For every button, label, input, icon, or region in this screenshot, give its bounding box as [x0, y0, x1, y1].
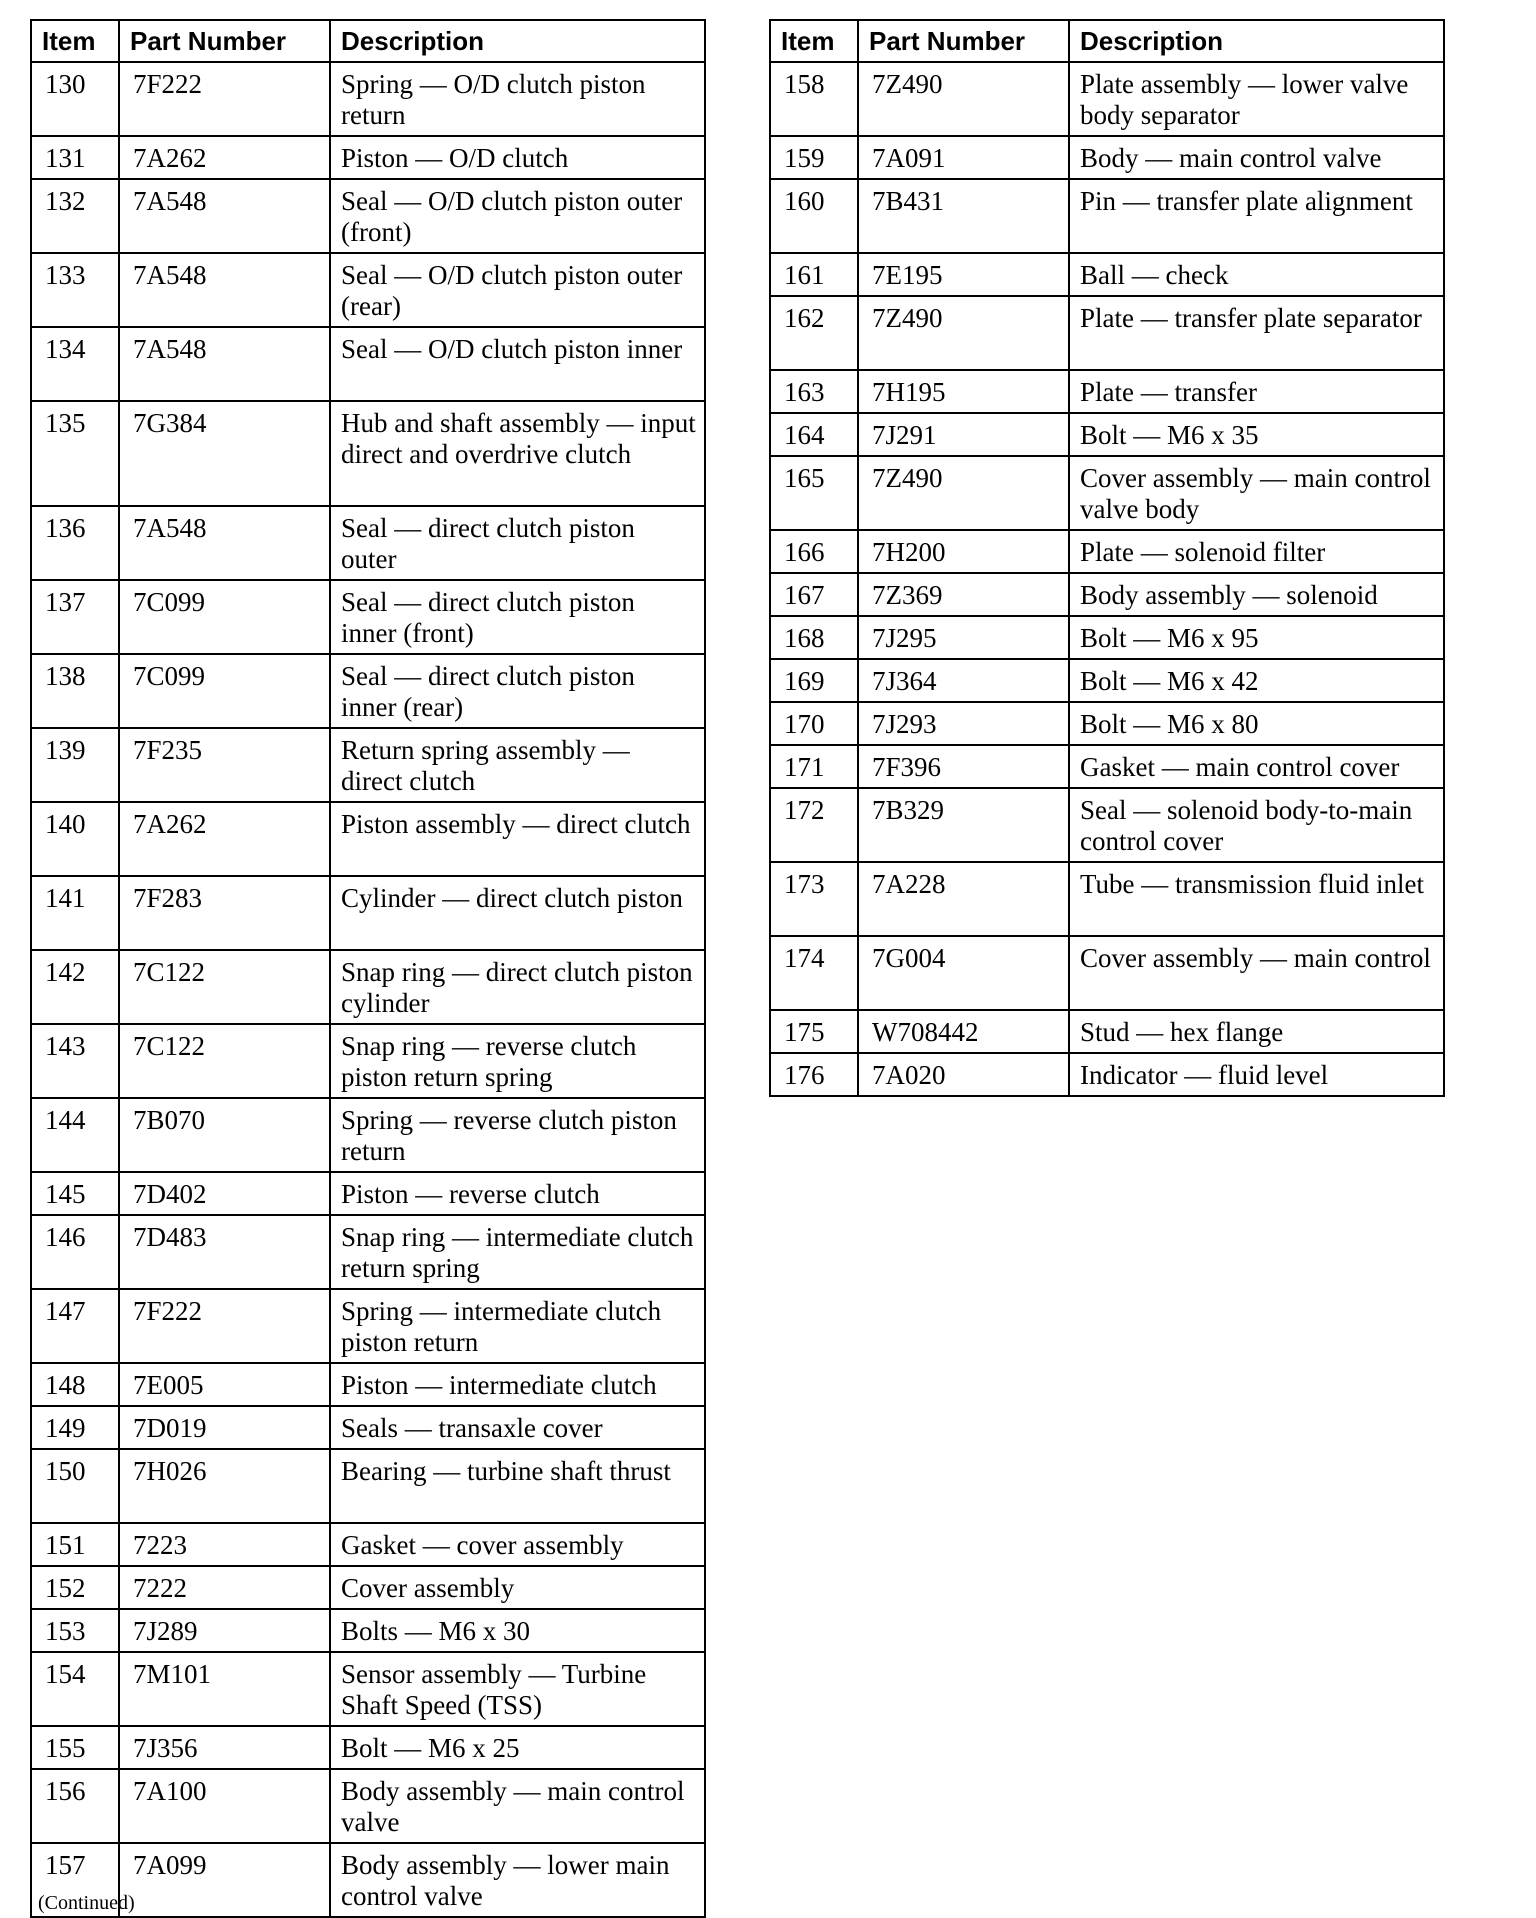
part-number: 7H200	[858, 530, 1069, 573]
part-number: 7B329	[858, 788, 1069, 862]
description: Spring — reverse clutch piston return	[330, 1098, 705, 1172]
item-number: 156	[31, 1769, 119, 1843]
table-row	[31, 1215, 705, 1289]
item-number: 163	[770, 370, 858, 413]
parts-table-left	[30, 19, 706, 1918]
part-number: 7A228	[858, 862, 1069, 936]
description: Bearing — turbine shaft thrust	[330, 1449, 705, 1523]
table-row	[31, 179, 705, 253]
table-row	[31, 327, 705, 401]
table-row	[770, 62, 1444, 136]
description: Sensor assembly — Turbine Shaft Speed (TSS)	[330, 1652, 705, 1726]
item-number: 172	[770, 788, 858, 862]
description: Hub and shaft assembly — input direct and overdrive clutch	[330, 401, 705, 506]
table-row	[31, 1289, 705, 1363]
item-number: 152	[31, 1566, 119, 1609]
part-number: 7Z490	[858, 296, 1069, 370]
table-row	[770, 573, 1444, 616]
part-number: 7D402	[119, 1172, 330, 1215]
part-number: 7J295	[858, 616, 1069, 659]
table-row	[770, 745, 1444, 788]
item-number: 151	[31, 1523, 119, 1566]
description: Plate — transfer plate separator	[1069, 296, 1444, 370]
part-number: 7H195	[858, 370, 1069, 413]
part-number: 7A548	[119, 506, 330, 580]
table-row	[31, 876, 705, 950]
part-number: 7A548	[119, 179, 330, 253]
table-row	[31, 1652, 705, 1726]
description: Bolt — M6 x 80	[1069, 702, 1444, 745]
table-row	[770, 616, 1444, 659]
table-row	[770, 1053, 1444, 1096]
item-number: 165	[770, 456, 858, 530]
description: Body assembly — lower main control valve	[330, 1843, 705, 1917]
part-number: 7M101	[119, 1652, 330, 1726]
table-row	[31, 401, 705, 506]
part-number: 7222	[119, 1566, 330, 1609]
part-number: 7223	[119, 1523, 330, 1566]
table-row	[770, 179, 1444, 253]
description: Cover assembly — main control valve body	[1069, 456, 1444, 530]
description: Bolts — M6 x 30	[330, 1609, 705, 1652]
part-number: 7C099	[119, 580, 330, 654]
description: Seal — solenoid body-to-main control cover	[1069, 788, 1444, 862]
item-number: 150	[31, 1449, 119, 1523]
part-number: 7A100	[119, 1769, 330, 1843]
item-number: 159	[770, 136, 858, 179]
item-number: 145	[31, 1172, 119, 1215]
table-row	[770, 1010, 1444, 1053]
table-row	[31, 506, 705, 580]
description: Return spring assembly — direct clutch	[330, 728, 705, 802]
description: Snap ring — reverse clutch piston return spring	[330, 1024, 705, 1098]
part-number: 7A548	[119, 327, 330, 401]
description: Cover assembly	[330, 1566, 705, 1609]
table-row	[31, 62, 705, 136]
description: Piston — intermediate clutch	[330, 1363, 705, 1406]
description: Plate — transfer	[1069, 370, 1444, 413]
description: Piston — reverse clutch	[330, 1172, 705, 1215]
item-number: 157	[31, 1843, 119, 1917]
table-row	[31, 1024, 705, 1098]
description: Indicator — fluid level	[1069, 1053, 1444, 1096]
description: Seal — O/D clutch piston outer (front)	[330, 179, 705, 253]
table-row	[770, 530, 1444, 573]
part-number: 7C122	[119, 1024, 330, 1098]
item-number: 176	[770, 1053, 858, 1096]
table-row	[31, 136, 705, 179]
table-row	[31, 654, 705, 728]
table-row	[31, 728, 705, 802]
part-number: 7D483	[119, 1215, 330, 1289]
part-number: 7J291	[858, 413, 1069, 456]
description: Cover assembly — main control	[1069, 936, 1444, 1010]
description: Body assembly — main control valve	[330, 1769, 705, 1843]
item-number: 132	[31, 179, 119, 253]
table-row	[770, 702, 1444, 745]
table-row	[31, 253, 705, 327]
column-header-description: Description	[330, 20, 705, 62]
description: Body assembly — solenoid	[1069, 573, 1444, 616]
item-number: 175	[770, 1010, 858, 1053]
part-number: 7A262	[119, 136, 330, 179]
description: Pin — transfer plate alignment	[1069, 179, 1444, 253]
description: Gasket — cover assembly	[330, 1523, 705, 1566]
table-row	[770, 936, 1444, 1010]
description: Tube — transmission fluid inlet	[1069, 862, 1444, 936]
table-header-row	[770, 20, 1444, 62]
table-row	[31, 950, 705, 1024]
part-number: 7A548	[119, 253, 330, 327]
description: Seal — O/D clutch piston outer (rear)	[330, 253, 705, 327]
item-number: 130	[31, 62, 119, 136]
part-number: 7A091	[858, 136, 1069, 179]
part-number: 7C099	[119, 654, 330, 728]
item-number: 147	[31, 1289, 119, 1363]
table-row	[31, 1769, 705, 1843]
item-number: 158	[770, 62, 858, 136]
table-row	[31, 1726, 705, 1769]
part-number: 7Z490	[858, 456, 1069, 530]
description: Plate — solenoid filter	[1069, 530, 1444, 573]
description: Seal — direct clutch piston outer	[330, 506, 705, 580]
description: Bolt — M6 x 35	[1069, 413, 1444, 456]
table-row	[31, 1609, 705, 1652]
description: Cylinder — direct clutch piston	[330, 876, 705, 950]
description: Bolt — M6 x 42	[1069, 659, 1444, 702]
column-header-description: Description	[1069, 20, 1444, 62]
item-number: 140	[31, 802, 119, 876]
table-row	[31, 1566, 705, 1609]
item-number: 134	[31, 327, 119, 401]
item-number: 133	[31, 253, 119, 327]
table-row	[770, 296, 1444, 370]
item-number: 143	[31, 1024, 119, 1098]
column-header-part-number: Part Number	[858, 20, 1069, 62]
item-number: 168	[770, 616, 858, 659]
item-number: 131	[31, 136, 119, 179]
part-number: 7G384	[119, 401, 330, 506]
item-number: 139	[31, 728, 119, 802]
item-number: 135	[31, 401, 119, 506]
part-number: 7H026	[119, 1449, 330, 1523]
table-row	[770, 370, 1444, 413]
item-number: 173	[770, 862, 858, 936]
column-header-part-number: Part Number	[119, 20, 330, 62]
description: Seal — direct clutch piston inner (front)	[330, 580, 705, 654]
item-number: 148	[31, 1363, 119, 1406]
parts-table-right	[769, 19, 1445, 1097]
part-number: 7J364	[858, 659, 1069, 702]
description: Snap ring — intermediate clutch return spring	[330, 1215, 705, 1289]
table-row	[770, 253, 1444, 296]
part-number: 7A020	[858, 1053, 1069, 1096]
table-row	[31, 1098, 705, 1172]
column-header-item: Item	[770, 20, 858, 62]
item-number: 155	[31, 1726, 119, 1769]
item-number: 142	[31, 950, 119, 1024]
part-number: 7C122	[119, 950, 330, 1024]
item-number: 171	[770, 745, 858, 788]
description: Piston assembly — direct clutch	[330, 802, 705, 876]
part-number: 7E195	[858, 253, 1069, 296]
description: Seal — direct clutch piston inner (rear)	[330, 654, 705, 728]
part-number: 7G004	[858, 936, 1069, 1010]
part-number: 7Z369	[858, 573, 1069, 616]
description: Seals — transaxle cover	[330, 1406, 705, 1449]
column-header-item: Item	[31, 20, 119, 62]
table-row	[770, 136, 1444, 179]
part-number: 7B431	[858, 179, 1069, 253]
table-row	[31, 1172, 705, 1215]
description: Ball — check	[1069, 253, 1444, 296]
item-number: 174	[770, 936, 858, 1010]
part-number: 7A099	[119, 1843, 330, 1917]
part-number: 7D019	[119, 1406, 330, 1449]
item-number: 162	[770, 296, 858, 370]
description: Spring — intermediate clutch piston return	[330, 1289, 705, 1363]
description: Bolt — M6 x 25	[330, 1726, 705, 1769]
description: Snap ring — direct clutch piston cylinder	[330, 950, 705, 1024]
item-number: 166	[770, 530, 858, 573]
item-number: 138	[31, 654, 119, 728]
table-row	[770, 456, 1444, 530]
item-number: 154	[31, 1652, 119, 1726]
table-row	[770, 862, 1444, 936]
part-number: 7A262	[119, 802, 330, 876]
item-number: 136	[31, 506, 119, 580]
part-number: 7Z490	[858, 62, 1069, 136]
description: Plate assembly — lower valve body separator	[1069, 62, 1444, 136]
part-number: W708442	[858, 1010, 1069, 1053]
description: Seal — O/D clutch piston inner	[330, 327, 705, 401]
item-number: 153	[31, 1609, 119, 1652]
item-number: 167	[770, 573, 858, 616]
table-row	[31, 1523, 705, 1566]
item-number: 169	[770, 659, 858, 702]
table-header-row	[31, 20, 705, 62]
part-number: 7B070	[119, 1098, 330, 1172]
part-number: 7J356	[119, 1726, 330, 1769]
part-number: 7F283	[119, 876, 330, 950]
table-row	[770, 659, 1444, 702]
item-number: 146	[31, 1215, 119, 1289]
description: Bolt — M6 x 95	[1069, 616, 1444, 659]
table-row	[770, 788, 1444, 862]
item-number: 160	[770, 179, 858, 253]
table-row	[31, 1449, 705, 1523]
continued-note: (Continued)	[38, 1892, 135, 1914]
item-number: 144	[31, 1098, 119, 1172]
item-number: 141	[31, 876, 119, 950]
table-row	[31, 580, 705, 654]
item-number: 161	[770, 253, 858, 296]
description: Stud — hex flange	[1069, 1010, 1444, 1053]
description: Spring — O/D clutch piston return	[330, 62, 705, 136]
part-number: 7F222	[119, 1289, 330, 1363]
item-number: 164	[770, 413, 858, 456]
part-number: 7F222	[119, 62, 330, 136]
table-row	[31, 802, 705, 876]
part-number: 7J289	[119, 1609, 330, 1652]
item-number: 149	[31, 1406, 119, 1449]
description: Body — main control valve	[1069, 136, 1444, 179]
table-row	[770, 413, 1444, 456]
item-number: 137	[31, 580, 119, 654]
table-row	[31, 1363, 705, 1406]
description: Gasket — main control cover	[1069, 745, 1444, 788]
part-number: 7E005	[119, 1363, 330, 1406]
item-number: 170	[770, 702, 858, 745]
table-row	[31, 1406, 705, 1449]
part-number: 7F235	[119, 728, 330, 802]
part-number: 7J293	[858, 702, 1069, 745]
part-number: 7F396	[858, 745, 1069, 788]
description: Piston — O/D clutch	[330, 136, 705, 179]
